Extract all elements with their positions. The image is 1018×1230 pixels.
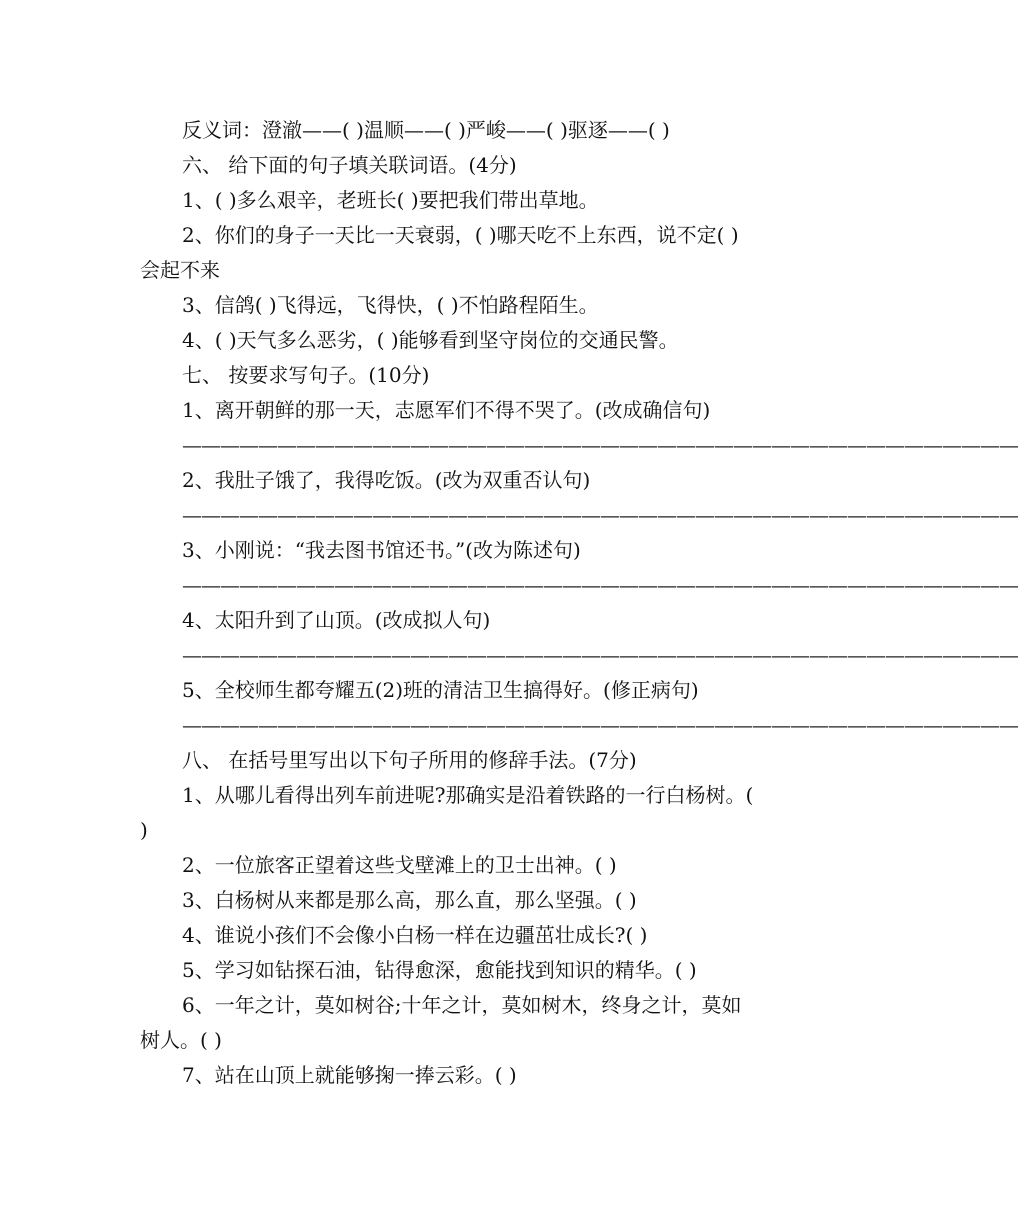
worksheet-line: 1、离开朝鲜的那一天，志愿军们不得不哭了。(改成确信句) (182, 398, 711, 422)
worksheet-body (140, 113, 1018, 1093)
worksheet-line: 2、我肚子饿了，我得吃饭。(改为双重否认句) (182, 468, 591, 492)
worksheet-line: 2、你们的身子一天比一天衰弱，( )哪天吃不上东西，说不定( ) (182, 223, 739, 247)
answer-line: ———————————————————————————————————————————— (182, 573, 1018, 597)
answer-line: ———————————————————————————————————————————— (182, 643, 1018, 667)
answer-line: ———————————————————————————————————————————— (182, 503, 1018, 527)
worksheet-line: 会起不来 (140, 258, 220, 282)
worksheet-line: 4、谁说小孩们不会像小白杨一样在边疆茁壮成长?( ) (182, 923, 648, 947)
worksheet-line: 4、( )天气多么恶劣，( )能够看到坚守岗位的交通民警。 (182, 328, 679, 352)
worksheet-line: 1、从哪儿看得出列车前进呢?那确实是沿着铁路的一行白杨树。( (182, 783, 754, 807)
worksheet-line: 3、信鸽( )飞得远，飞得快，( )不怕路程陌生。 (182, 293, 599, 317)
worksheet-line: 树人。( ) (140, 1028, 222, 1052)
worksheet-line: ) (140, 818, 148, 842)
worksheet-line: 3、白杨树从来都是那么高，那么直，那么坚强。( ) (182, 888, 637, 912)
worksheet-line: 八、 在括号里写出以下句子所用的修辞手法。(7分) (182, 748, 637, 772)
answer-line: ———————————————————————————————————————————— (182, 433, 1018, 457)
worksheet-line: 4、太阳升到了山顶。(改成拟人句) (182, 608, 491, 632)
worksheet-line: 3、小刚说：“我去图书馆还书。”(改为陈述句) (182, 538, 581, 562)
worksheet-line: 5、学习如钻探石油，钻得愈深，愈能找到知识的精华。( ) (182, 958, 697, 982)
worksheet-line: 反义词：澄澈——( )温顺——( )严峻——( )驱逐——( ) (182, 118, 670, 142)
worksheet-line: 7、站在山顶上就能够掬一捧云彩。( ) (182, 1063, 517, 1087)
worksheet-line: 六、 给下面的句子填关联词语。(4分) (182, 153, 517, 177)
worksheet-line: 2、一位旅客正望着这些戈壁滩上的卫士出神。( ) (182, 853, 617, 877)
worksheet-line: 1、( )多么艰辛，老班长( )要把我们带出草地。 (182, 188, 599, 212)
answer-line: ———————————————————————————————————————————— (182, 713, 1018, 737)
worksheet-line: 七、 按要求写句子。(10分) (182, 363, 430, 387)
worksheet-line: 5、全校师生都夸耀五(2)班的清洁卫生搞得好。(修正病句) (182, 678, 699, 702)
worksheet-line: 6、一年之计，莫如树谷;十年之计，莫如树木，终身之计，莫如 (182, 993, 742, 1017)
